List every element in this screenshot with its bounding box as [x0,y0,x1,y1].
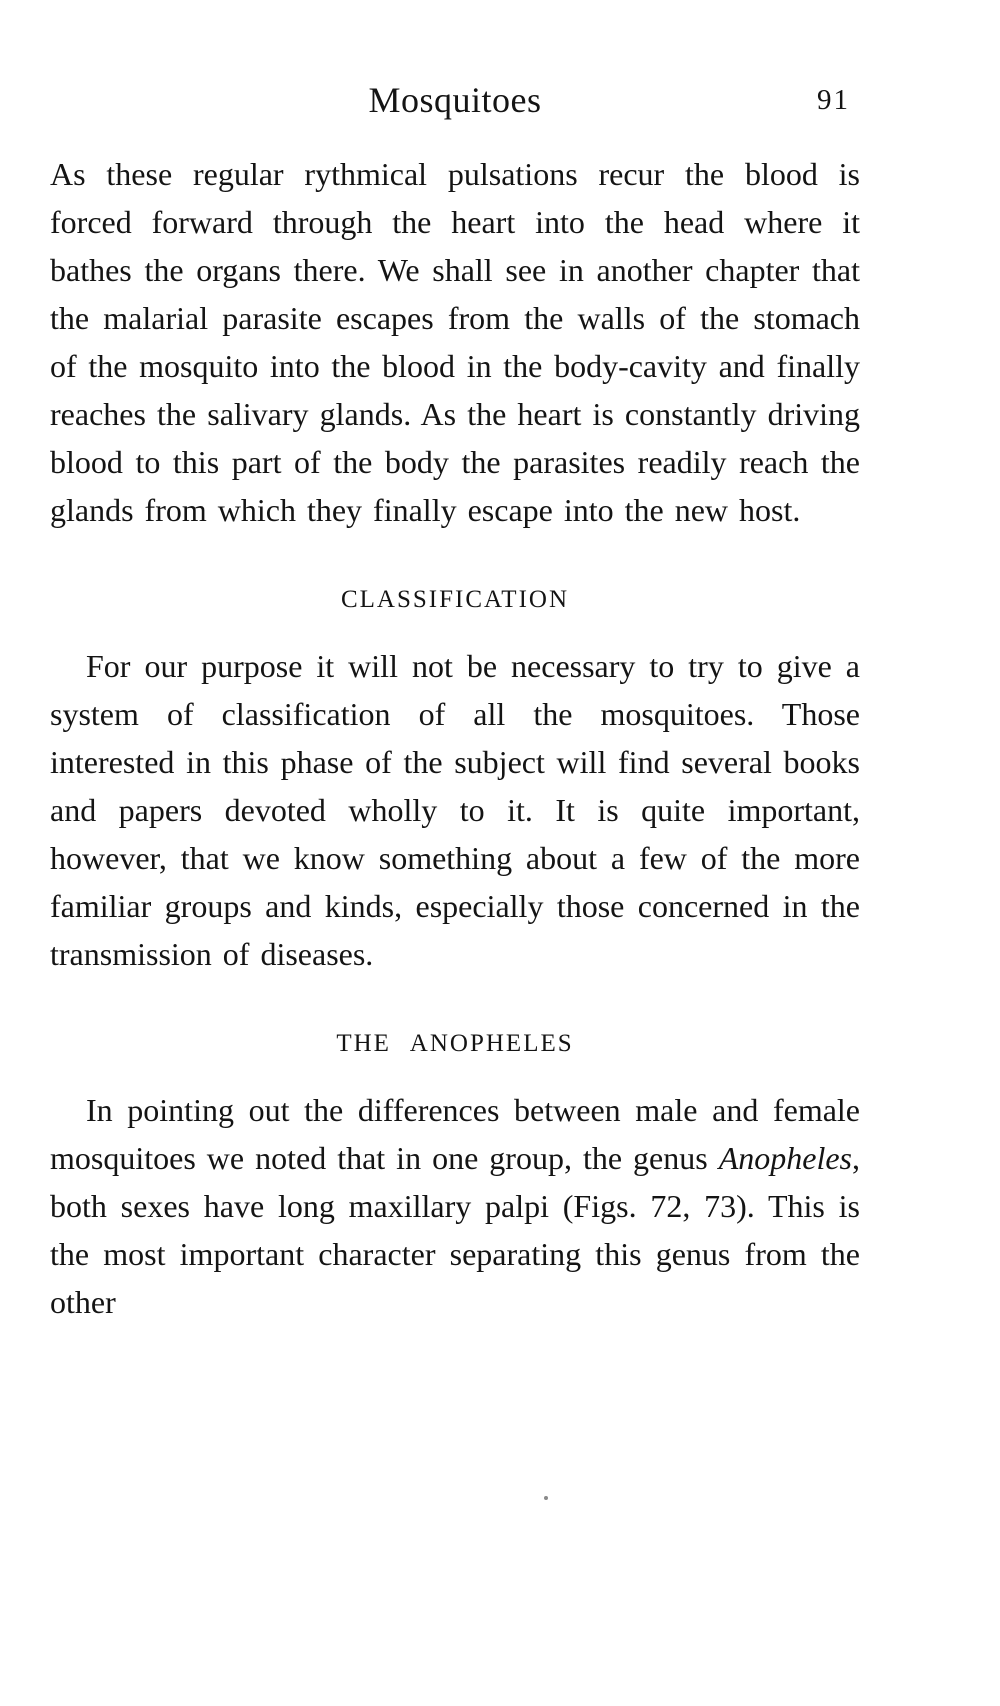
paragraph-anopheles [50,1086,860,1326]
page-body [50,150,860,1326]
section-heading-classification: CLASSIFICATION [340,586,570,613]
paragraph-classification: For our purpose it will not be necessary to try to give a system of classification of all the mosquitoes. Those interested in this phase of the subject will find several books and papers devoted wholly to it. It is quite important, however, that we know something about a few of the more familiar groups and kinds, especially those concerned in the transmission of diseases. [50,648,860,972]
anopheles-text-part1: In pointing out the differences between male and female mosquitoes we noted that in one group, the genus [50,1092,860,1176]
ink-speck [544,1496,548,1500]
page-title: Mosquitoes [368,80,542,120]
page-number: 91 [817,84,850,116]
section-heading-anopheles: THE ANOPHELES [336,1030,574,1057]
anopheles-text-part2: , both sexes have long maxillary palpi (Figs. 72, 73). This is the most important character separating this genus from the other [50,1140,860,1320]
paragraph-pulsations: As these regular rythmical pulsations recur the blood is forced forward through the heart into the head where it bathes the organs there. We shall see in another chapter that the malarial parasite escapes from the walls of the stomach of the mosquito into the blood in the body-cavity and finally reaches the salivary glands. As the heart is constantly driving blood to this part of the body the parasites readily reach the glands from which they finally escape into the new host. [50,156,860,528]
genus-name-italic: Anopheles [718,1140,852,1176]
page-header [50,78,860,128]
